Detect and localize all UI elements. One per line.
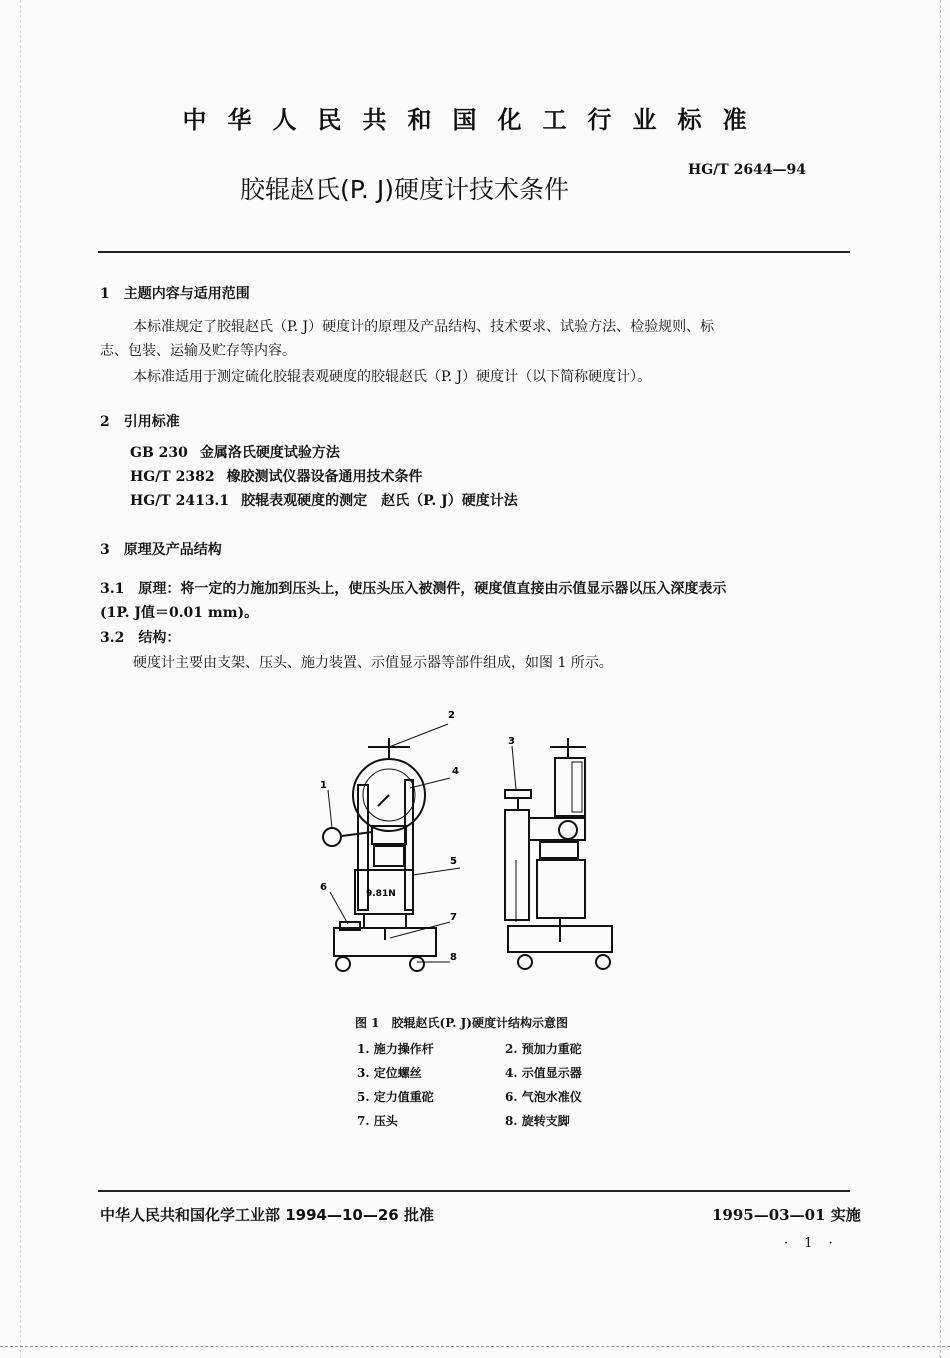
figure-label-4: 4 <box>452 766 459 777</box>
legend-row <box>357 1064 657 1088</box>
side-foot-left <box>518 955 532 969</box>
page-number: · 1 · <box>784 1236 839 1251</box>
side-scale <box>572 762 582 812</box>
standard-category-header: 中华人民共和国化工行业标准 <box>182 106 768 134</box>
reference-name: 橡胶测试仪器设备通用技术条件 <box>226 469 423 485</box>
figure-label-2: 2 <box>448 710 455 721</box>
side-column <box>505 810 529 920</box>
leader-2 <box>389 724 448 747</box>
positioning-screw-cap <box>505 790 531 798</box>
legend-item: 1. 施力操作杆 <box>357 1042 434 1056</box>
referenced-standards-list <box>130 441 518 513</box>
section-3-1-line-1: 3.1 原理：将一定的力施加到压头上，使压头压入被测件，硬度值直接由示值显示器以压入深度表示 <box>100 581 727 597</box>
reference-code: GB 230 <box>130 445 188 461</box>
leader-7 <box>390 922 450 938</box>
scan-edge-bottom <box>0 1346 950 1347</box>
legend-item: 6. 气泡水准仪 <box>505 1090 582 1104</box>
hardness-tester-diagram <box>300 700 640 990</box>
swivel-foot-right <box>410 957 424 971</box>
leader-4 <box>410 778 450 788</box>
load-lever-knob <box>323 828 341 846</box>
figure-label-7: 7 <box>450 912 457 923</box>
reference-code: HG/T 2413.1 <box>130 493 230 509</box>
legend-item: 4. 示值显示器 <box>505 1066 582 1080</box>
approval-line: 中华人民共和国化学工业部 1994—10—26 批准 <box>100 1206 434 1224</box>
figure-label-8: 8 <box>450 952 457 963</box>
legend-item: 7. 压头 <box>357 1114 398 1128</box>
figure-label-1: 1 <box>320 780 327 791</box>
scan-edge-left <box>20 0 21 1358</box>
side-dial-housing <box>555 758 585 816</box>
leader-1 <box>328 790 332 828</box>
side-lever-knob <box>559 821 577 839</box>
reference-item <box>130 489 518 513</box>
document-title: 胶辊赵氏(P. J)硬度计技术条件 <box>240 175 569 204</box>
legend-row <box>357 1040 657 1064</box>
footer-rule <box>98 1190 850 1192</box>
reference-code: HG/T 2382 <box>130 469 215 485</box>
section-3-1-line-2: (1P. J值＝0.01 mm)。 <box>100 605 259 621</box>
indenter-holder <box>364 914 406 928</box>
leader-3 <box>512 746 516 790</box>
reference-item <box>130 441 518 465</box>
section-1-paragraph-2: 本标准适用于测定硫化胶辊表观硬度的胶辊赵氏（P. J）硬度计（以下简称硬度计）。 <box>133 369 652 385</box>
side-plunger-housing <box>540 842 578 858</box>
figure-label-3: 3 <box>508 736 515 747</box>
implementation-date: 1995—03—01 实施 <box>712 1206 861 1224</box>
reference-name: 金属洛氏硬度试验方法 <box>199 445 340 461</box>
legend-item: 3. 定位螺丝 <box>357 1066 422 1080</box>
figure-label-6: 6 <box>320 882 327 893</box>
section-3-heading: 3 原理及产品结构 <box>100 542 222 558</box>
legend-item: 8. 旋转支脚 <box>505 1114 570 1128</box>
section-1-paragraph-1-line-2: 志、包装、运输及贮存等内容。 <box>100 343 296 359</box>
leader-6 <box>330 892 348 924</box>
section-3-2-heading: 3.2 结构： <box>100 630 181 646</box>
scan-edge-right <box>940 0 941 1358</box>
leader-5 <box>413 868 460 875</box>
section-1-heading: 1 主题内容与适用范围 <box>100 286 250 302</box>
side-foot-right <box>596 955 610 969</box>
swivel-foot-left <box>336 957 350 971</box>
section-2-heading: 2 引用标准 <box>100 414 180 430</box>
figure-caption: 图 1 胶辊赵氏(P. J)硬度计结构示意图 <box>355 1016 568 1030</box>
figure-label-5: 5 <box>450 856 457 867</box>
reference-item <box>130 465 518 489</box>
figure-legend <box>357 1040 657 1136</box>
standard-code: HG/T 2644—94 <box>688 162 807 178</box>
legend-item: 5. 定力值重砣 <box>357 1090 434 1104</box>
reference-name: 胶辊表观硬度的测定 赵氏（P. J）硬度计法 <box>241 493 518 509</box>
side-fixed-load-weight <box>537 860 585 918</box>
legend-row <box>357 1088 657 1112</box>
title-rule <box>98 251 850 253</box>
section-1-paragraph-1-line-1: 本标准规定了胶辊赵氏（P. J）硬度计的原理及产品结构、技术要求、试验方法、检验规则、标 <box>133 319 715 335</box>
plunger-housing <box>374 846 404 866</box>
weight-marking: 9.81N <box>366 889 396 899</box>
legend-row <box>357 1112 657 1136</box>
dial-needle <box>378 795 389 806</box>
section-3-2-text: 硬度计主要由支架、压头、施力装置、示值显示器等部件组成，如图 1 所示。 <box>133 655 613 671</box>
legend-item: 2. 预加力重砣 <box>505 1042 582 1056</box>
